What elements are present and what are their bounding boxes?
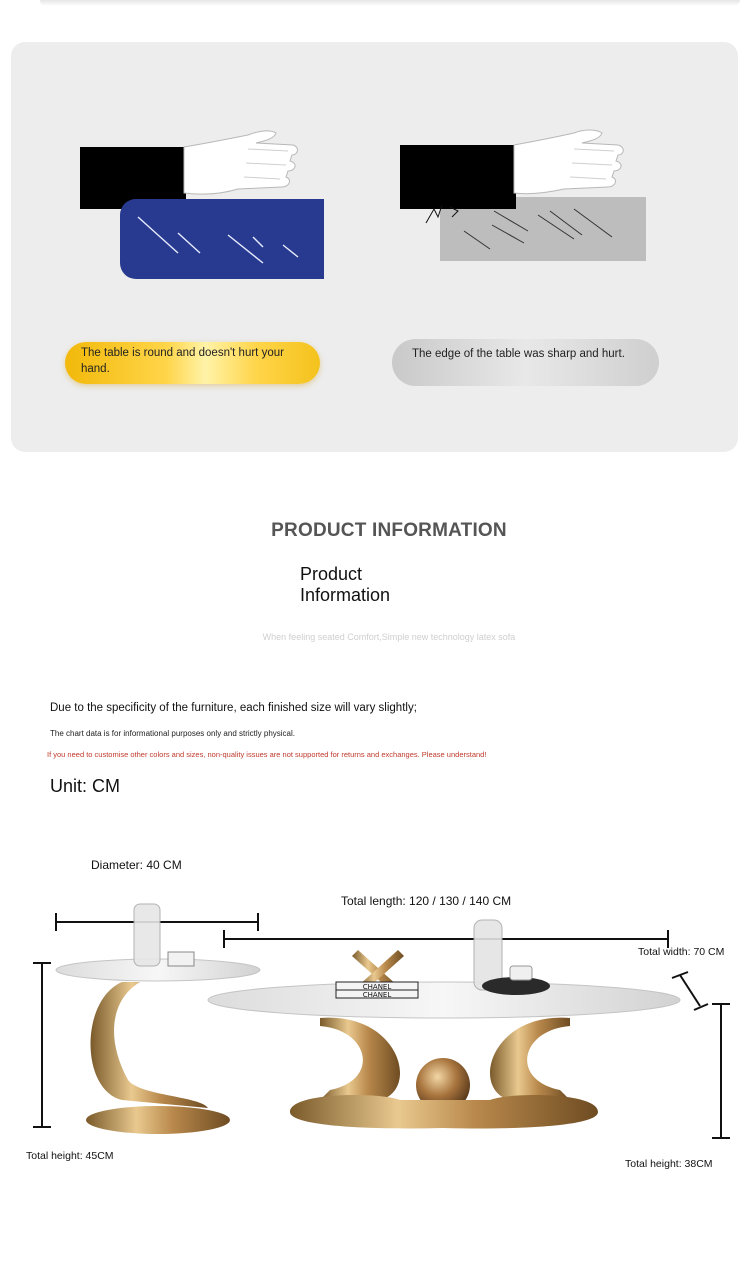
- coffee-table-icon: [208, 920, 680, 1128]
- sharp-edge-caption: The edge of the table was sharp and hurt.: [392, 339, 659, 386]
- total-length-label: Total length: 120 / 130 / 140 CM: [341, 894, 512, 908]
- height-small-label: Total height: 45CM: [26, 1150, 114, 1162]
- customisation-warning: If you need to customise other colors and sizes, non-quality issues are not supported for returns and exchanges. Please understand!: [47, 750, 487, 759]
- svg-text:CHANEL: CHANEL: [362, 983, 392, 991]
- product-info-line2: Information: [300, 585, 391, 605]
- hand-icon: [184, 131, 297, 194]
- product-info-heading: [300, 564, 390, 606]
- hand-icon: [514, 130, 623, 194]
- diameter-label: Diameter: 40 CM: [91, 858, 182, 872]
- tagline: When feeling seated Comfort,Simple new technology latex sofa: [262, 632, 516, 642]
- section-title: PRODUCT INFORMATION: [271, 520, 507, 541]
- reference-note: The chart data is for informational purposes only and strictly physical.: [50, 729, 296, 738]
- rounded-edge-caption: The table is round and doesn't hurt your hand.: [65, 342, 320, 384]
- product-dimension-drawing: [0, 880, 750, 1155]
- top-divider: [40, 0, 740, 6]
- sharp-edge-illustration: [398, 125, 650, 275]
- product-info-line1: Product: [300, 564, 363, 584]
- total-width-label: Total width: 70 CM: [638, 946, 725, 958]
- rounded-edge-illustration: [78, 125, 328, 285]
- svg-text:CHANEL: CHANEL: [362, 991, 392, 999]
- sleeve-icon: [400, 145, 516, 209]
- height-small-line: [33, 963, 51, 1127]
- size-variance-note: Due to the specificity of the furniture, each finished size will vary slightly;: [50, 702, 417, 714]
- unit-label: Unit: CM: [50, 776, 121, 796]
- height-large-line: [712, 1004, 730, 1138]
- width-line: [672, 972, 708, 1010]
- length-line: [224, 930, 668, 948]
- height-large-label: Total height: 38CM: [625, 1158, 713, 1170]
